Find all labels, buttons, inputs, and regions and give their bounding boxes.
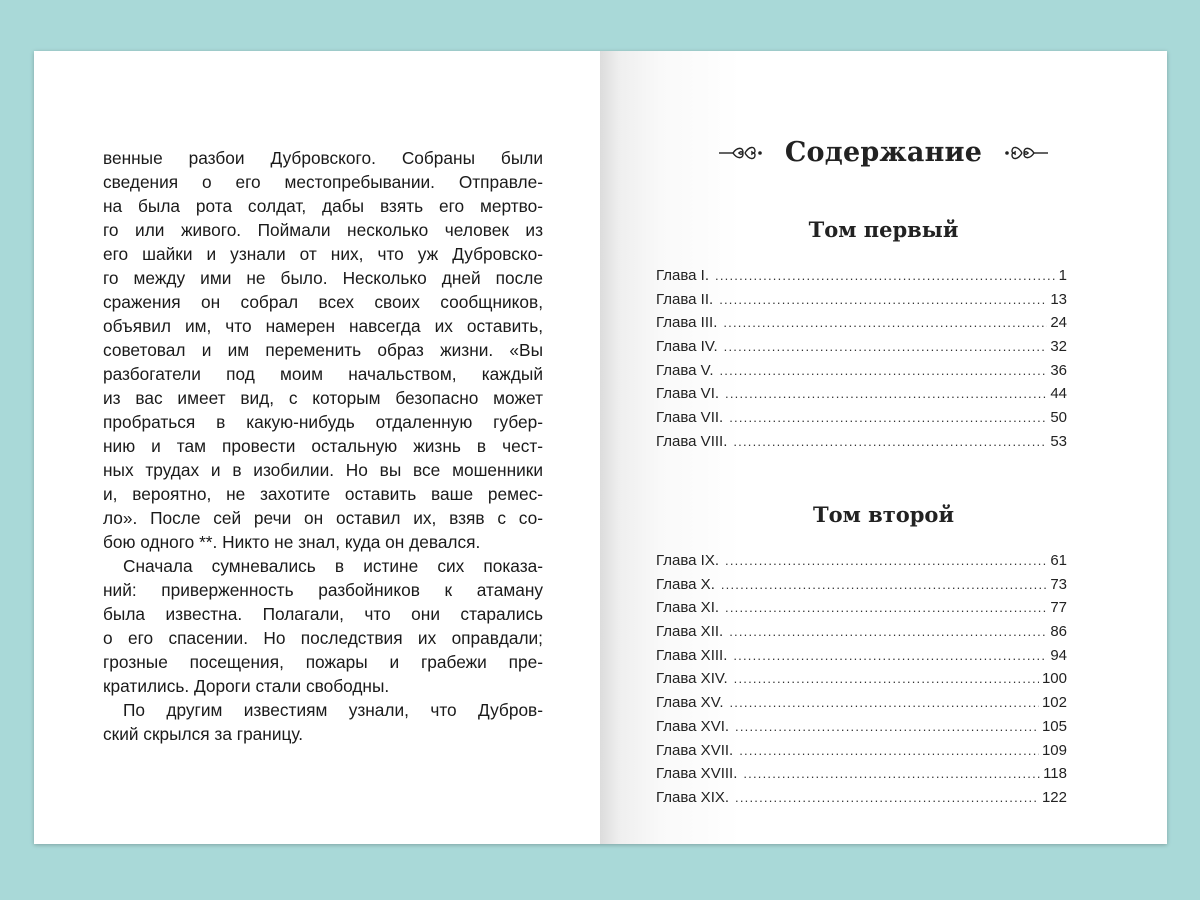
text-line: советовал и им переменить образ жизни. «Вы [103, 340, 543, 360]
chapter-label: Глава III. [656, 314, 718, 332]
text-line: ский скрылся за границу. [103, 724, 304, 744]
toc-entry[interactable] [656, 599, 1067, 623]
left-page [34, 51, 600, 844]
chapter-label: Глава XIV. [656, 670, 728, 688]
text-line: его шайки и узнали от них, что уж Дубровско- [103, 244, 543, 264]
chapter-label: Глава IV. [656, 338, 718, 356]
page-number: 109 [1041, 741, 1067, 759]
page-number: 53 [1050, 432, 1067, 450]
text-line: бою одного **. Никто не знал, куда он девался. [103, 532, 481, 552]
chapter-label: Глава XI. [656, 599, 720, 617]
ornament-right-icon [1002, 143, 1048, 163]
dot-leader [733, 434, 1047, 449]
page-number: 100 [1041, 670, 1067, 688]
right-page [600, 51, 1167, 844]
book-spread [34, 51, 1167, 844]
chapter-label: Глава XII. [656, 623, 724, 641]
page-number: 50 [1050, 409, 1067, 427]
dot-leader [721, 577, 1047, 592]
toc-heading [600, 137, 1167, 168]
toc-list-volume-one [656, 267, 1067, 457]
toc-entry[interactable] [656, 576, 1067, 600]
text-line: ных трудах и в изобилии. Но вы все мошенники [103, 460, 543, 480]
chapter-label: Глава II. [656, 290, 714, 308]
text-line: грозные посещения, пожары и грабежи пре- [103, 652, 543, 672]
text-line: на была рота солдат, дабы взять его мертво- [103, 196, 543, 216]
toc-list-volume-two [656, 552, 1067, 813]
toc-entry[interactable] [656, 314, 1067, 338]
chapter-label: Глава VII. [656, 409, 724, 427]
chapter-label: Глава X. [656, 575, 715, 593]
page-number: 32 [1050, 338, 1067, 356]
toc-entry[interactable] [656, 623, 1067, 647]
ornament-left-icon [719, 143, 765, 163]
page-number: 118 [1043, 765, 1067, 783]
dot-leader [729, 410, 1047, 425]
chapter-label: Глава XIII. [656, 646, 728, 664]
text-line: венные разбои Дубровского. Собраны были [103, 148, 543, 168]
text-line: ло». После сей речи он оставил их, взяв с со- [103, 508, 543, 528]
text-line: сведения о его местопребывании. Отправле- [103, 172, 543, 192]
dot-leader [725, 386, 1047, 401]
dot-leader [735, 719, 1039, 734]
dot-leader [723, 315, 1047, 330]
page-number: 44 [1050, 385, 1067, 403]
page-number: 24 [1050, 314, 1067, 332]
page-number: 122 [1041, 788, 1067, 806]
toc-entry[interactable] [656, 765, 1067, 789]
chapter-label: Глава XVII. [656, 741, 734, 759]
page-number: 73 [1050, 575, 1067, 593]
dot-leader [733, 648, 1047, 663]
toc-entry[interactable] [656, 718, 1067, 742]
dot-leader [739, 743, 1039, 758]
text-line: По другим известиям узнали, что Дубров- [123, 700, 543, 720]
text-line: го между ими не было. Несколько дней после [103, 268, 543, 288]
page-number: 102 [1041, 694, 1067, 712]
dot-leader [719, 363, 1047, 378]
page-number: 13 [1050, 290, 1067, 308]
text-line: и, вероятно, не захотите оставить ваше ремес- [103, 484, 543, 504]
text-line: объявил им, что намерен навсегда их оставить, [103, 316, 543, 336]
dot-leader [735, 790, 1039, 805]
text-line: пробраться в какую-нибудь отдаленную губер- [103, 412, 543, 432]
text-line: была известна. Полагали, что они старались [103, 604, 543, 624]
toc-entry[interactable] [656, 362, 1067, 386]
volume-one-title: Том первый [808, 217, 959, 242]
page-number: 36 [1050, 361, 1067, 379]
toc-entry[interactable] [656, 647, 1067, 671]
toc-entry[interactable] [656, 267, 1067, 291]
page-number: 94 [1050, 646, 1067, 664]
toc-entry[interactable] [656, 670, 1067, 694]
chapter-label: Глава V. [656, 361, 714, 379]
dot-leader [724, 339, 1048, 354]
dot-leader [730, 695, 1039, 710]
toc-entry[interactable] [656, 433, 1067, 457]
text-line: сражения он собрал всех своих сообщников, [103, 292, 543, 312]
toc-entry[interactable] [656, 385, 1067, 409]
chapter-label: Глава XV. [656, 694, 724, 712]
chapter-label: Глава I. [656, 267, 710, 284]
chapter-label: Глава IX. [656, 552, 720, 569]
toc-entry[interactable] [656, 409, 1067, 433]
toc-entry[interactable] [656, 291, 1067, 315]
page-number: 1 [1058, 267, 1067, 284]
chapter-label: Глава VIII. [656, 432, 728, 450]
toc-title: Содержание [784, 137, 983, 168]
dot-leader [719, 292, 1047, 307]
toc-entry[interactable] [656, 789, 1067, 813]
story-text [103, 146, 543, 746]
chapter-label: Глава VI. [656, 385, 720, 403]
page-number: 105 [1041, 717, 1067, 735]
text-line: о его спасении. Но последствия их оправдали; [103, 628, 543, 648]
text-line: разбогатели под моим начальством, каждый [103, 364, 543, 384]
toc-entry[interactable] [656, 694, 1067, 718]
dot-leader [729, 624, 1047, 639]
dot-leader [725, 553, 1047, 568]
text-line: ний: приверженность разбойников к атаману [103, 580, 543, 600]
dot-leader [743, 766, 1040, 781]
text-line: го или живого. Поймали несколько человек из [103, 220, 543, 240]
toc-entry[interactable] [656, 742, 1067, 766]
chapter-label: Глава XVIII. [656, 765, 738, 783]
dot-leader [715, 268, 1056, 283]
toc-entry[interactable] [656, 338, 1067, 362]
chapter-label: Глава XVI. [656, 717, 730, 735]
dot-leader [734, 671, 1039, 686]
page-number: 61 [1050, 552, 1067, 569]
text-line: кратились. Дороги стали свободны. [103, 676, 390, 696]
page-number: 77 [1050, 599, 1067, 617]
chapter-label: Глава XIX. [656, 788, 730, 806]
toc-entry[interactable] [656, 552, 1067, 576]
text-line: из вас имеет вид, с которым безопасно может [103, 388, 543, 408]
text-line: нию и там провести остальную жизнь в чест- [103, 436, 543, 456]
dot-leader [725, 600, 1047, 615]
page-number: 86 [1050, 623, 1067, 641]
text-line: Сначала сумневались в истине сих показа- [123, 556, 543, 576]
volume-two-title: Том второй [812, 502, 955, 527]
